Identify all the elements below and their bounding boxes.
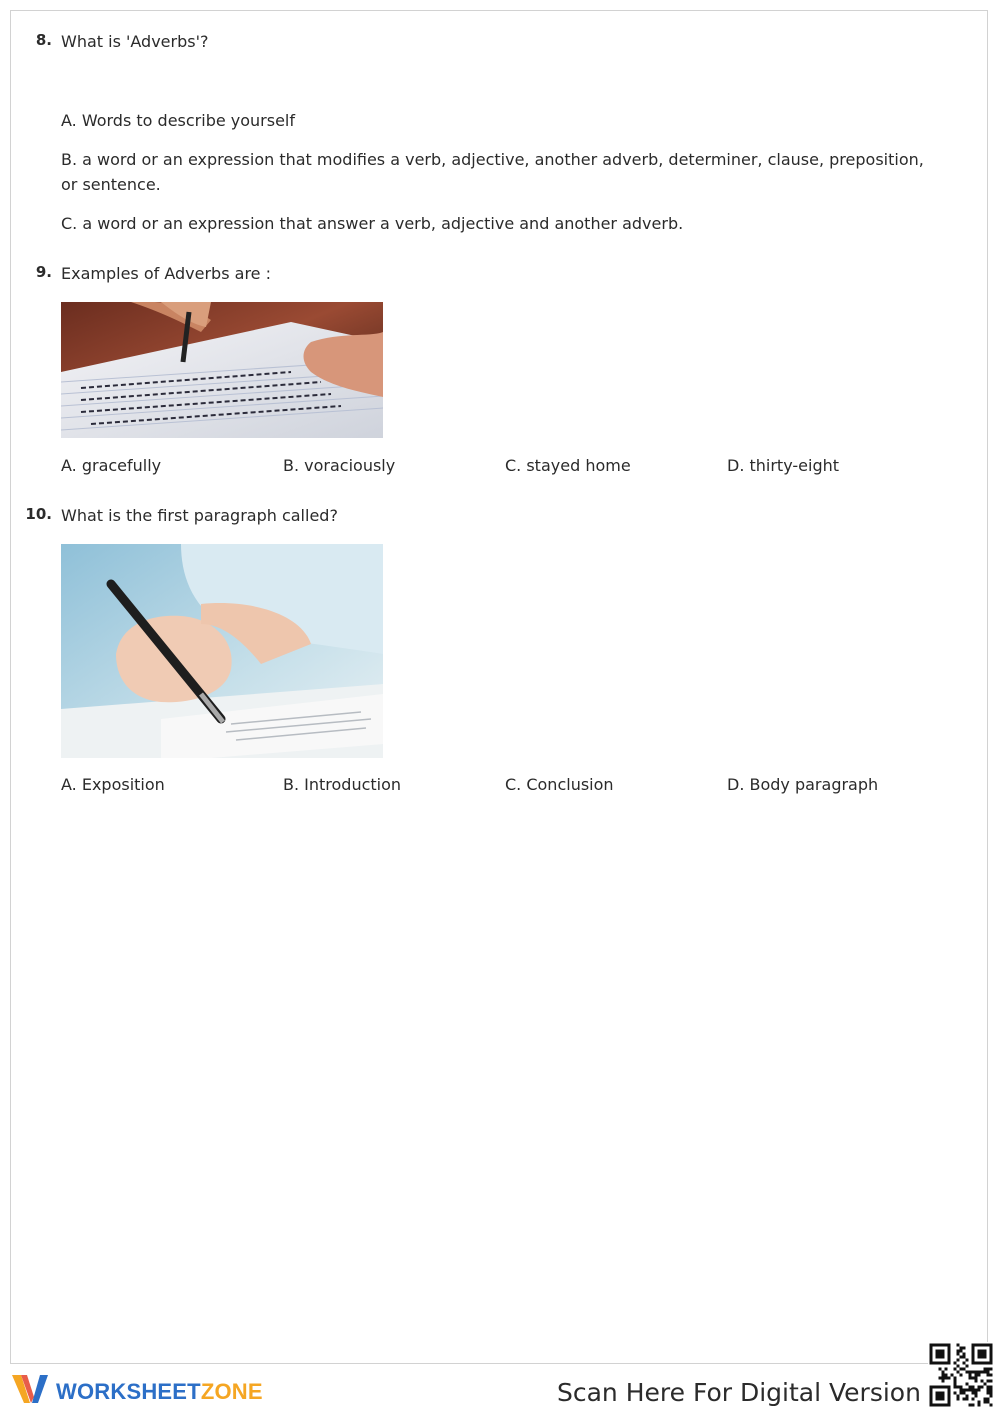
brand-name: WORKSHEET xyxy=(56,1379,201,1404)
option-c[interactable]: C. stayed home xyxy=(505,456,631,475)
worksheetzone-logo[interactable] xyxy=(12,1374,263,1410)
option-a[interactable]: A. Words to describe yourself xyxy=(61,111,296,130)
scan-text: Scan Here For Digital Version xyxy=(557,1378,921,1407)
option-d[interactable]: D. Body paragraph xyxy=(727,775,879,794)
signing-document-photo xyxy=(61,544,383,758)
writing-hand-photo xyxy=(61,302,383,438)
option-b[interactable]: B. voraciously xyxy=(283,456,396,475)
question-text: What is the first paragraph called? xyxy=(61,506,338,525)
option-c[interactable]: C. Conclusion xyxy=(505,775,614,794)
option-a[interactable]: A. gracefully xyxy=(61,456,162,475)
question-text: What is 'Adverbs'? xyxy=(61,32,209,51)
brand-name-suffix: ZONE xyxy=(200,1379,263,1404)
question-number: 9. xyxy=(35,263,52,281)
option-d[interactable]: D. thirty-eight xyxy=(727,456,840,475)
option-c[interactable]: C. a word or an expression that answer a verb, adjective and another adverb. xyxy=(61,214,684,233)
option-a[interactable]: A. Exposition xyxy=(61,775,165,794)
question-number: 10. xyxy=(25,505,52,523)
option-b[interactable]: B. Introduction xyxy=(283,775,402,794)
option-b[interactable]: B. a word or an expression that modifies a verb, adjective, another adverb, determiner, clause, preposition, or sentence. xyxy=(61,150,924,194)
worksheetzone-logo-icon xyxy=(12,1373,50,1411)
question-number: 8. xyxy=(35,31,52,49)
question-text: Examples of Adverbs are : xyxy=(61,264,271,283)
qr-code-icon[interactable] xyxy=(928,1342,994,1408)
